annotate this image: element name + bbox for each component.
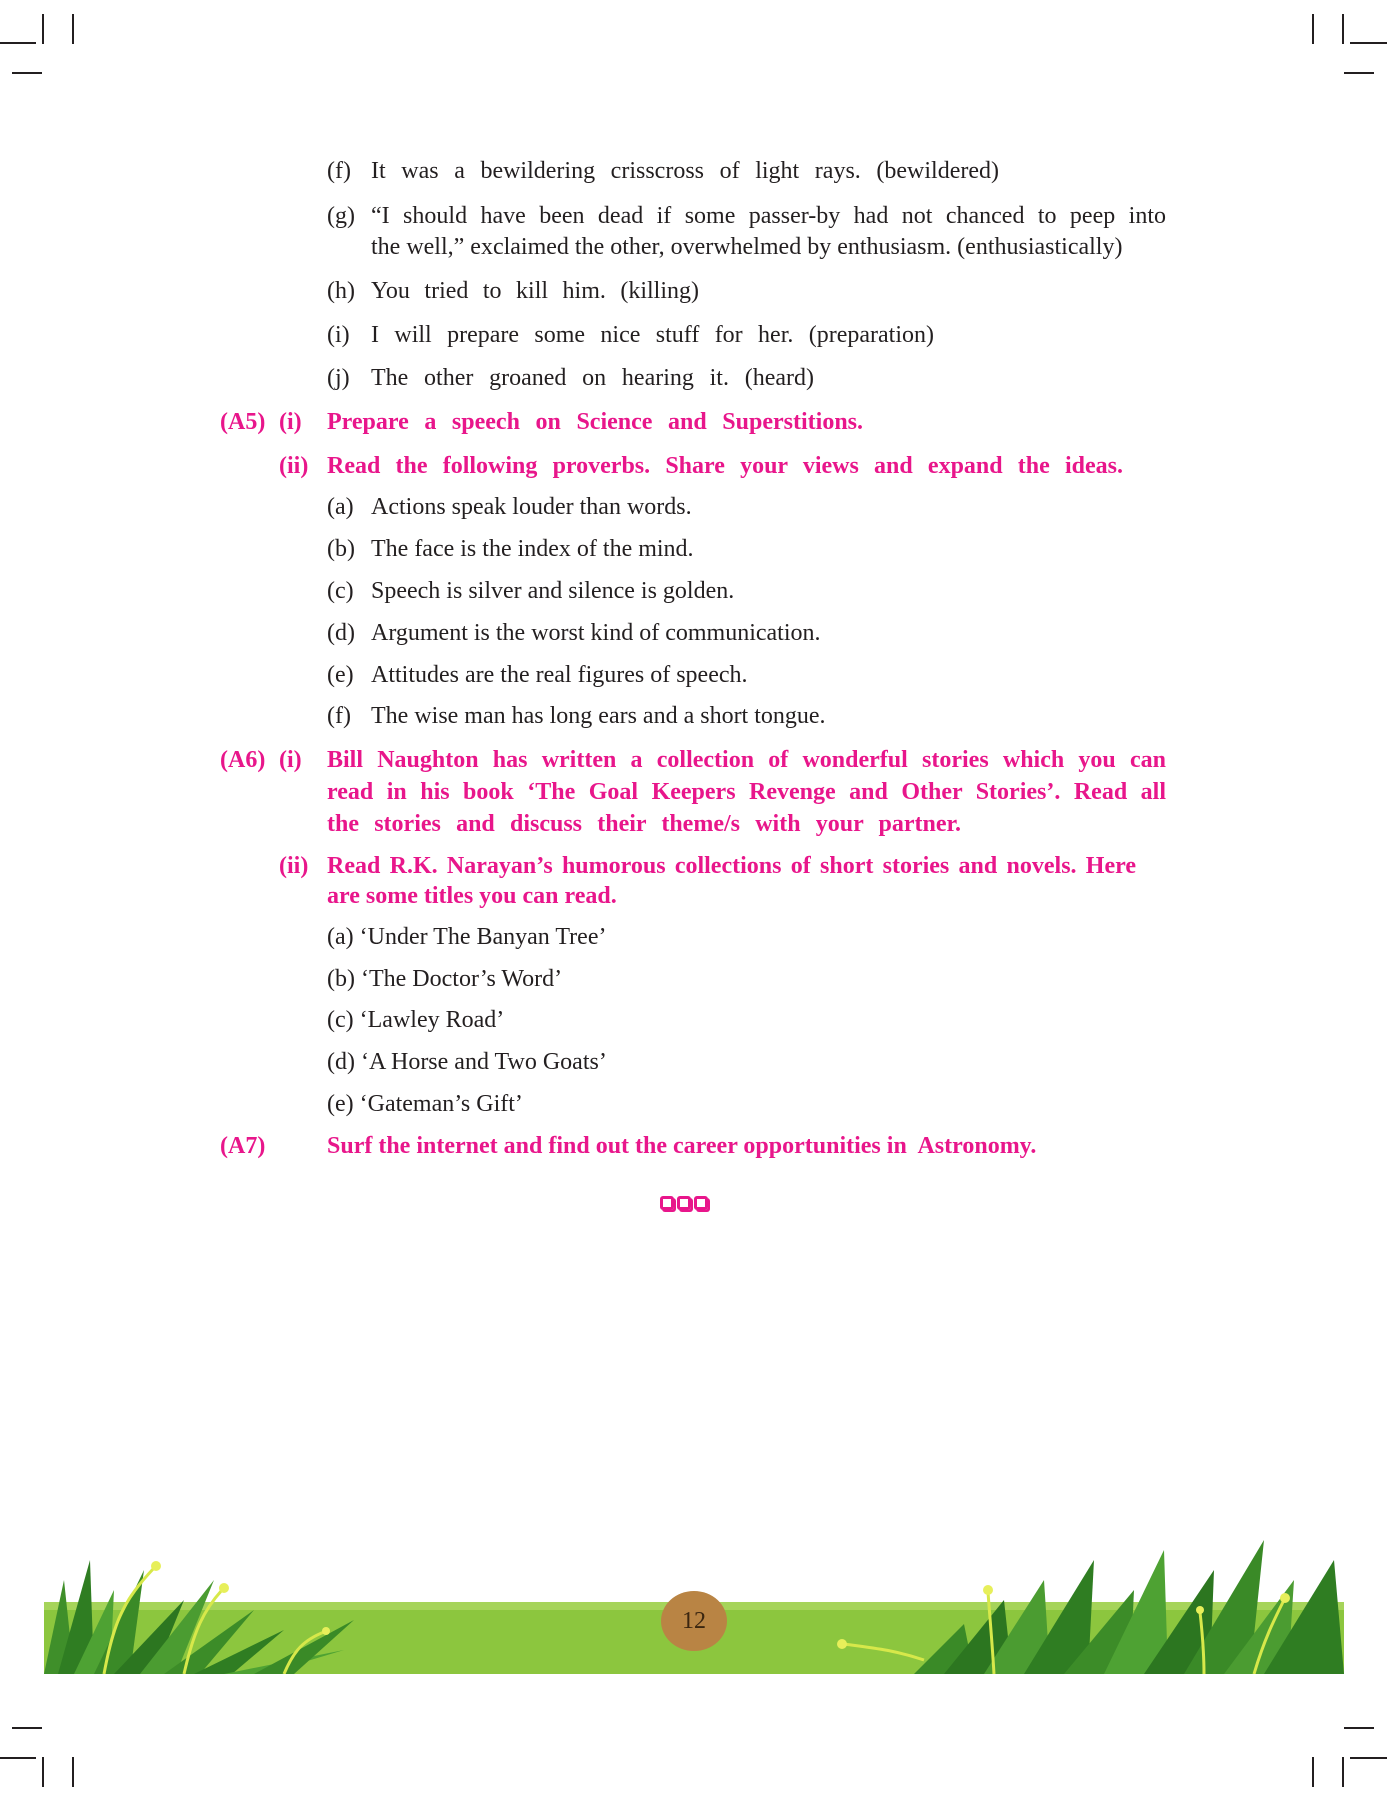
crop-mark — [12, 1727, 42, 1729]
crop-mark — [42, 1757, 44, 1787]
crop-mark — [1312, 14, 1314, 44]
book-title: (d) ‘A Horse and Two Goats’ — [327, 1049, 607, 1075]
page-number: 12 — [682, 1608, 706, 1634]
sub-label: (i) — [279, 747, 302, 773]
item-label: (e) — [327, 662, 354, 688]
proverb: Actions speak louder than words. — [371, 494, 692, 520]
square-icon — [660, 1196, 674, 1210]
exercise-text: “I should have been dead if some passer-by had not chanced to peep into — [371, 203, 1166, 229]
crop-mark — [72, 1757, 74, 1787]
activity-instruction: are some titles you can read. — [327, 883, 617, 909]
crop-mark — [1344, 72, 1374, 74]
book-title: (a) ‘Under The Banyan Tree’ — [327, 924, 607, 950]
book-title: (c) ‘Lawley Road’ — [327, 1007, 505, 1033]
activity-instruction: Bill Naughton has written a collection of wonderful stories which you can — [327, 747, 1166, 773]
item-label: (f) — [327, 703, 351, 729]
item-label: (c) — [327, 578, 354, 604]
exercise-text: I will prepare some nice stuff for her. (preparation) — [371, 322, 934, 348]
activity-label: (A7) — [220, 1133, 266, 1159]
item-label: (j) — [327, 365, 350, 391]
crop-mark — [0, 42, 36, 44]
proverb: The wise man has long ears and a short tongue. — [371, 703, 826, 729]
crop-mark — [1350, 42, 1387, 44]
exercise-text: It was a bewildering crisscross of light rays. (bewildered) — [371, 158, 999, 184]
exercise-text: The other groaned on hearing it. (heard) — [371, 365, 814, 391]
proverb: Attitudes are the real figures of speech. — [371, 662, 748, 688]
activity-instruction: Read the following proverbs. Share your views and expand the ideas. — [327, 453, 1123, 479]
sub-label: (ii) — [279, 453, 309, 479]
activity-instruction: Read R.K. Narayan’s humorous collections of short stories and novels. Here — [327, 853, 1136, 879]
item-label: (b) — [327, 536, 355, 562]
item-label: (f) — [327, 158, 351, 184]
sub-label: (i) — [279, 409, 302, 435]
activity-label: (A6) — [220, 747, 266, 773]
activity-instruction: read in his book ‘The Goal Keepers Revenge and Other Stories’. Read all — [327, 779, 1166, 805]
crop-mark — [1344, 1727, 1374, 1729]
activity-instruction: the stories and discuss their theme/s with your partner. — [327, 811, 961, 837]
crop-mark — [72, 14, 74, 44]
exercise-text: You tried to kill him. (killing) — [371, 278, 699, 304]
item-label: (i) — [327, 322, 350, 348]
exercise-text: the well,” exclaimed the other, overwhelmed by enthusiasm. (enthusiastically) — [371, 234, 1123, 260]
crop-mark — [1342, 14, 1344, 44]
square-icon — [677, 1196, 691, 1210]
item-label: (g) — [327, 203, 355, 229]
crop-mark — [0, 1757, 36, 1759]
crop-mark — [1342, 1757, 1344, 1787]
crop-mark — [1312, 1757, 1314, 1787]
square-icon — [694, 1196, 708, 1210]
sub-label: (ii) — [279, 853, 309, 879]
book-title: (e) ‘Gateman’s Gift’ — [327, 1091, 523, 1117]
crop-mark — [1350, 1757, 1387, 1759]
proverb: The face is the index of the mind. — [371, 536, 694, 562]
item-label: (a) — [327, 494, 354, 520]
item-label: (d) — [327, 620, 355, 646]
book-title: (b) ‘The Doctor’s Word’ — [327, 966, 563, 992]
end-of-section-ornament — [660, 1196, 708, 1210]
activity-label: (A5) — [220, 409, 266, 435]
page-number-badge — [661, 1591, 727, 1651]
proverb: Speech is silver and silence is golden. — [371, 578, 735, 604]
activity-instruction: Surf the internet and find out the career opportunities in Astronomy. — [327, 1133, 1037, 1159]
item-label: (h) — [327, 278, 355, 304]
activity-instruction: Prepare a speech on Science and Superstitions. — [327, 409, 863, 435]
crop-mark — [42, 14, 44, 44]
crop-mark — [12, 72, 42, 74]
proverb: Argument is the worst kind of communication. — [371, 620, 821, 646]
